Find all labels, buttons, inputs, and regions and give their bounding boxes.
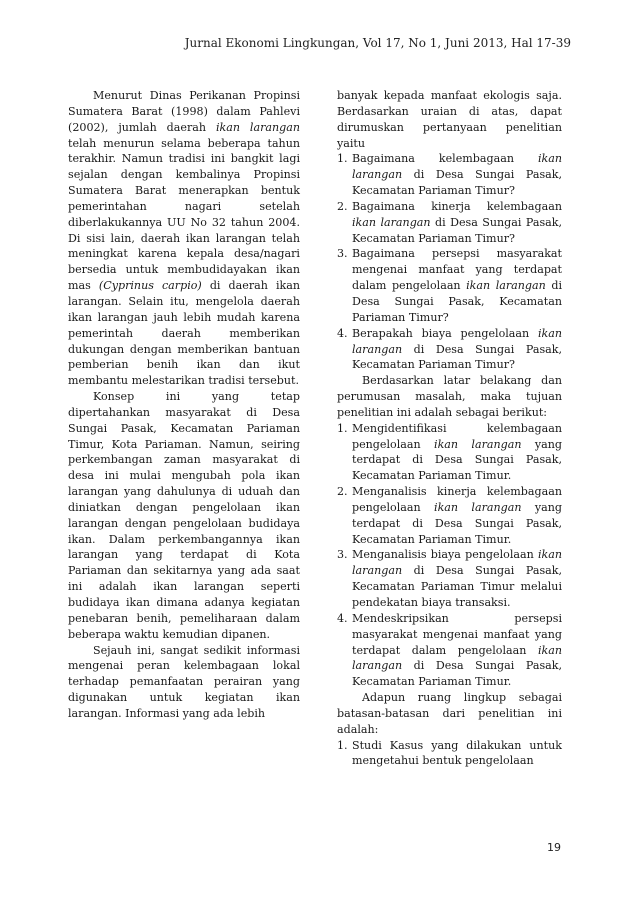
text-run: di Desa Sungai Pasak, Kecamatan Pariaman Timur? <box>352 279 562 324</box>
italic-term: ikan larangan <box>434 500 522 514</box>
text-run: Bagaimana kinerja kelembagaan <box>352 199 562 213</box>
list-item <box>337 326 562 374</box>
text-run: yang terdapat di Desa Sungai Pasak, Kecamatan Pariaman Timur. <box>352 437 563 483</box>
text-run: di daerah ikan larangan. Selain itu, mengelola daerah ikan larangan jauh lebih mudah karena pemerintah daerah memberikan dukungan dengan memberikan bantuan pemberian benih ikan dan ikut membantu melestarikan tradisi tersebut. <box>68 279 300 388</box>
list-number: 3. <box>337 247 348 261</box>
running-header: Jurnal Ekonomi Lingkungan, Vol 17, No 1, Juni 2013, Hal 17-39 <box>184 36 571 50</box>
text-run: Mendeskripsikan persepsi masyarakat mengenai manfaat yang terdapat dalam pengelolaan <box>352 611 562 657</box>
text-run: Bagaimana persepsi masyarakat mengenai manfaat yang terdapat dalam pengelolaan <box>352 247 562 293</box>
text-run: di Desa Sungai Pasak, Kecamatan Pariaman Timur melalui pendekatan biaya transaksi. <box>352 564 562 609</box>
italic-term: ikan larangan <box>466 279 546 293</box>
right-column <box>337 88 562 769</box>
text-run: Menurut Dinas Perikanan Propinsi Sumatera Barat (1998) dalam Pahlevi (2002), jumlah daerah <box>68 89 300 134</box>
text-run: telah menurun selama beberapa tahun terakhir. Namun tradisi ini bangkit lagi sejalan dengan kembalinya Propinsi Sumatera Barat menerapkan bentuk pemerintahan nagari setelah diberlakukannya UU No 32 tahun 2004. Di sisi lain, daerah ikan larangan telah meningkat karena kepala desa/nagari bersedia untuk membudidayakan ikan mas <box>68 136 300 293</box>
list-number: 1. <box>337 421 348 435</box>
list-number: 2. <box>337 199 348 213</box>
italic-term: ikan larangan <box>352 215 431 229</box>
list-item <box>337 246 562 325</box>
text-run: Mengidentifikasi kelembagaan pengelolaan <box>352 421 562 451</box>
research-objectives-list <box>337 421 562 690</box>
page-number: 19 <box>547 841 561 854</box>
italic-term: ikan larangan <box>352 643 562 673</box>
paragraph-konsep: Konsep ini yang tetap dipertahankan masyarakat di Desa Sungai Pasak, Kecamatan Pariaman Timur, Kota Pariaman. Namun, seiring perkembangan zaman masyarakat di desa ini mulai mengubah pola ikan larangan yang dahulunya di uduah dan diniatkan dengan pengelolaan ikan larangan dengan pengelolaan budidaya ikan. Dalam perkembangannya ikan larangan yang terdapat di Kota Pariaman dan sekitarnya yang ada saat ini adalah ikan larangan seperti budidaya ikan dimana adanya kegiatan penebaran benih, pemeliharaan dalam beberapa waktu kemudian dipanen. <box>68 390 300 641</box>
italic-species: (Cyprinus carpio) <box>98 279 202 293</box>
text-run: di Desa Sungai Pasak, Kecamatan Pariaman Timur. <box>352 659 562 689</box>
list-number: 1. <box>337 738 348 752</box>
research-questions-list <box>337 151 562 373</box>
list-item <box>337 547 562 610</box>
list-item <box>337 484 562 547</box>
list-number: 3. <box>337 548 348 562</box>
italic-term: ikan larangan <box>352 326 562 356</box>
text-run: di Desa Sungai Pasak, Kecamatan Pariaman Timur? <box>352 342 562 372</box>
list-item <box>337 199 562 247</box>
list-number: 2. <box>337 485 348 499</box>
text-run: Bagaimana kelembagaan <box>352 152 538 166</box>
list-item <box>337 421 562 484</box>
text-run: Menganalisis kinerja kelembagaan pengelolaan <box>352 485 562 514</box>
text-run: di Desa Sungai Pasak, Kecamatan Pariaman Timur? <box>352 215 563 245</box>
list-number: 4. <box>337 326 348 340</box>
text-run: Berapakah biaya pengelolaan <box>352 326 538 340</box>
paragraph-continuation: banyak kepada manfaat ekologis saja. Berdasarkan uraian di atas, dapat dirumuskan pertanyaan penelitian yaitu <box>337 89 562 150</box>
list-number: 4. <box>337 611 348 625</box>
italic-term: ikan larangan <box>215 120 301 134</box>
scope-list <box>337 738 562 770</box>
left-column <box>68 88 300 722</box>
list-item <box>337 738 562 770</box>
text-run: di Desa Sungai Pasak, Kecamatan Pariaman Timur? <box>352 168 562 198</box>
text-run: Studi Kasus yang dilakukan untuk mengetahui bentuk pengelolaan <box>352 738 562 768</box>
italic-term: ikan larangan <box>352 152 562 182</box>
text-run: yang terdapat di Desa Sungai Pasak, Kecamatan Pariaman Timur. <box>352 500 563 546</box>
paragraph-ruang-lingkup: Adapun ruang lingkup sebagai batasan-batasan dari penelitian ini adalah: <box>337 691 562 736</box>
list-number: 1. <box>337 152 348 166</box>
paragraph-tujuan: Berdasarkan latar belakang dan perumusan masalah, maka tujuan penelitian ini adalah sebagai berikut: <box>337 374 562 419</box>
paragraph-dinas-perikanan <box>68 88 300 389</box>
text-run: Menganalisis biaya pengelolaan <box>352 548 538 562</box>
list-item <box>337 151 562 199</box>
italic-term: ikan larangan <box>352 548 562 578</box>
list-item <box>337 611 562 690</box>
italic-term: ikan larangan <box>434 437 522 451</box>
paragraph-sejauh-ini: Sejauh ini, sangat sedikit informasi mengenai peran kelembagaan lokal terhadap pemanfaatan perairan yang digunakan untuk kegiatan ikan larangan. Informasi yang ada lebih <box>68 643 300 720</box>
